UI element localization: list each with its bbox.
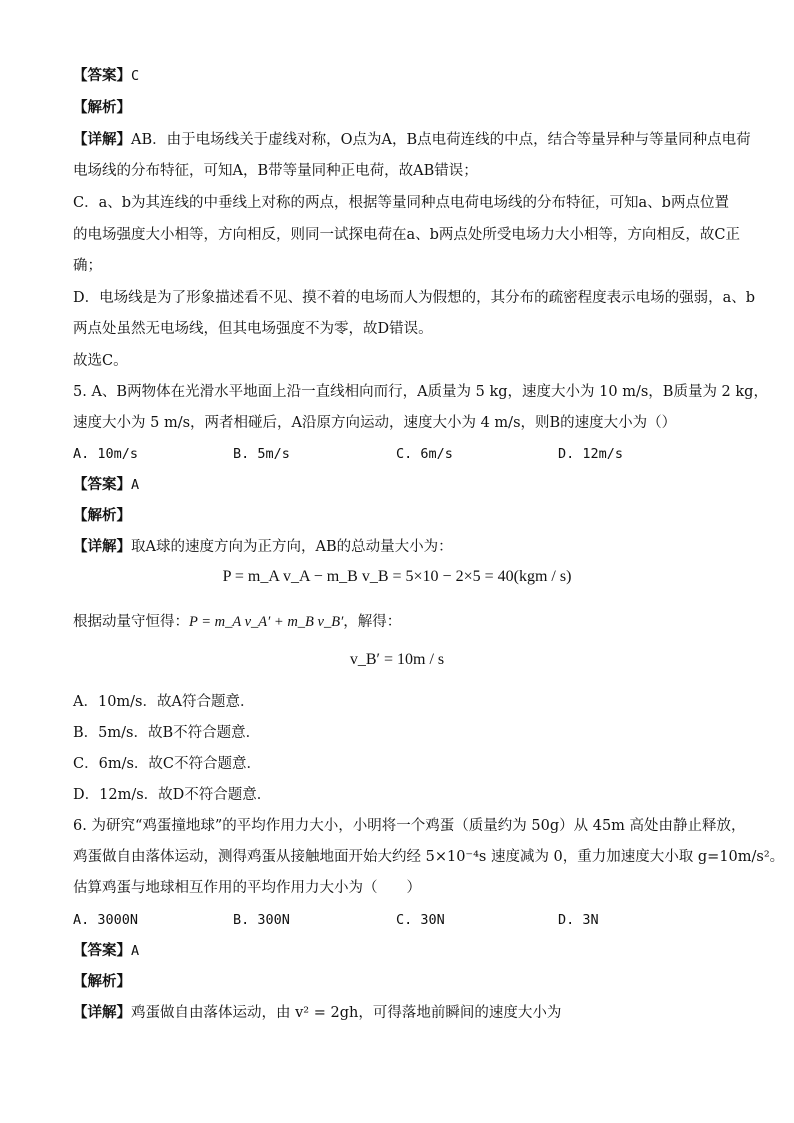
answer-label: 【答案】 [73,67,131,84]
answer-value: A [131,943,140,959]
q5-option-d: D. 12m/s [558,446,624,462]
momentum-equation: P = m_A v_A′ + m_B v_B′ [189,614,344,630]
detail-line-6: D．电场线是为了形象描述看不见、摸不着的电场而人为假想的，其分布的疏密程度表示电场的强弱，a、b [73,290,756,306]
q5-answer-line [73,475,139,495]
q5-conclusion-c: C．6m/s．故C不符合题意． [73,756,261,772]
detail-line-1 [73,130,751,150]
momentum-text: 根据动量守恒得： [73,614,189,630]
q5-option-c: C. 6m/s [396,446,453,462]
solve-text: ，解得： [343,614,402,630]
q5-momentum-line [73,612,401,632]
answer-label: 【答案】 [73,942,131,959]
detail-line-7: 两点处虽然无电场线，但其电场强度不为零，故D错误。 [73,321,433,337]
q5-analysis-label: 【解析】 [73,507,131,524]
q6-stem-2: 鸡蛋做自由落体运动，测得鸡蛋从接触地面开始大约经 5×10⁻⁴s 速度减为 0，重力加速度大小取 g=10m/s²。 [73,849,785,865]
q5-option-b: B. 5m/s [233,446,290,462]
q6-option-a: A. 3000N [73,912,139,928]
detail-line-2: 电场线的分布特征，可知A，B带等量同种正电荷，故AB错误； [73,163,478,179]
q5-detail-line [73,537,453,557]
answer-value: C [131,68,140,84]
answer-value: A [131,477,140,493]
q5-equation-2: v_B′ = 10m / s [349,651,445,668]
detail-label: 【详解】 [73,1004,131,1021]
answer-line [73,66,139,86]
q5-conclusion-d: D．12m/s．故D不符合题意． [73,787,272,803]
detail-text: 鸡蛋做自由落体运动，由 v² = 2gh，可得落地前瞬间的速度大小为 [131,1005,562,1021]
detail-line-5: 确； [73,258,102,274]
detail-line-3: C．a、b为其连线的中垂线上对称的两点，根据等量同种点电荷电场线的分布特征，可知a、b两点位置 [73,195,729,211]
q6-option-b: B. 300N [233,912,290,928]
q6-stem-1: 6. 为研究“鸡蛋撞地球”的平均作用力大小，小明将一个鸡蛋（质量约为 50g）从 45m 高处由静止释放， [73,818,746,834]
answer-label: 【答案】 [73,476,131,493]
q6-stem-3: 估算鸡蛋与地球相互作用的平均作用力大小为（ ） [73,880,421,896]
detail-line-8: 故选C。 [73,353,128,369]
q5-stem-1: 5. A、B两物体在光滑水平地面上沿一直线相向而行，A质量为 5 kg，速度大小为 10 m/s，B质量为 2 kg， [73,384,768,400]
q5-option-a: A. 10m/s [73,446,139,462]
detail-text: 取A球的速度方向为正方向，AB的总动量大小为： [131,539,453,555]
q5-conclusion-a: A．10m/s．故A符合题意． [73,694,255,710]
q6-option-c: C. 30N [396,912,445,928]
q6-answer-line [73,941,139,961]
detail-line-4: 的电场强度大小相等，方向相反，则同一试探电荷在a、b两点处所受电场力大小相等，方向相反，故C正 [73,227,741,243]
q6-option-d: D. 3N [558,912,599,928]
detail-label: 【详解】 [73,538,131,555]
analysis-label: 【解析】 [73,99,131,116]
detail-text: AB．由于电场线关于虚线对称，O点为A，B点电荷连线的中点，结合等量异种与等量同种点电荷 [131,132,751,148]
q5-equation-1: P = m_A v_A − m_B v_B = 5×10 − 2×5 = 40(kgm / s) [222,568,572,585]
q6-detail-line [73,1003,561,1023]
q5-conclusion-b: B．5m/s．故B不符合题意． [73,725,261,741]
detail-label: 【详解】 [73,131,131,148]
q6-analysis-label: 【解析】 [73,973,131,990]
q5-stem-2: 速度大小为 5 m/s，两者相碰后，A沿原方向运动，速度大小为 4 m/s，则B的速度大小为（） [73,415,677,431]
